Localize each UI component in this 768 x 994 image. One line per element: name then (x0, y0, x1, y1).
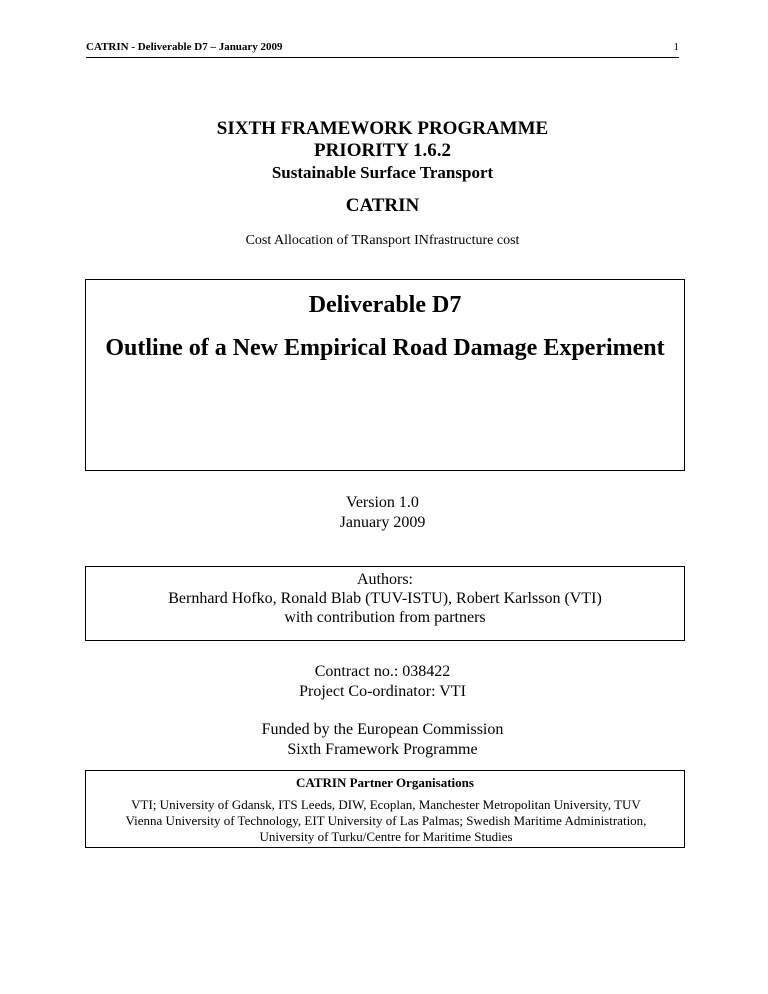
funding-block (86, 720, 679, 760)
deliverable-box (85, 279, 685, 471)
funding-line-2: Sixth Framework Programme (287, 741, 478, 758)
partners-line-2: Vienna University of Technology, EIT University of Las Palmas; Swedish Maritime Administration, (125, 813, 647, 828)
partners-box (85, 770, 685, 848)
programme-block (86, 118, 679, 184)
authors-box (85, 566, 685, 641)
project-full-name: Cost Allocation of TRansport INfrastructure cost (245, 233, 520, 248)
version-block (86, 493, 679, 533)
project-acronym: CATRIN (345, 195, 420, 216)
partners-title: CATRIN Partner Organisations (296, 775, 474, 790)
version-date: January 2009 (339, 514, 426, 531)
page-number: 1 (673, 41, 679, 53)
authors-names: Bernhard Hofko, Ronald Blab (TUV-ISTU), Robert Karlsson (VTI) (168, 590, 602, 607)
authors-contribution: with contribution from partners (284, 609, 486, 626)
partners-line-3: University of Turku/Centre for Maritime Studies (259, 829, 513, 844)
running-title: CATRIN - Deliverable D7 – January 2009 (86, 41, 283, 53)
priority: PRIORITY 1.6.2 (313, 140, 452, 161)
partners-line-1: VTI; University of Gdansk, ITS Leeds, DIW, Ecoplan, Manchester Metropolitan University, TUV (131, 797, 641, 812)
thematic-area: Sustainable Surface Transport (271, 163, 494, 182)
contract-number: Contract no.: 038422 (314, 663, 451, 680)
contract-block (86, 662, 679, 702)
version-number: Version 1.0 (346, 494, 419, 511)
project-coordinator: Project Co-ordinator: VTI (299, 683, 466, 700)
authors-label: Authors: (357, 571, 413, 588)
funding-line-1: Funded by the European Commission (261, 721, 504, 738)
deliverable-subtitle: Outline of a New Empirical Road Damage Experiment (105, 335, 665, 361)
page-header (86, 41, 679, 58)
programme-name: SIXTH FRAMEWORK PROGRAMME (216, 118, 549, 139)
deliverable-title: Deliverable D7 (308, 292, 462, 318)
